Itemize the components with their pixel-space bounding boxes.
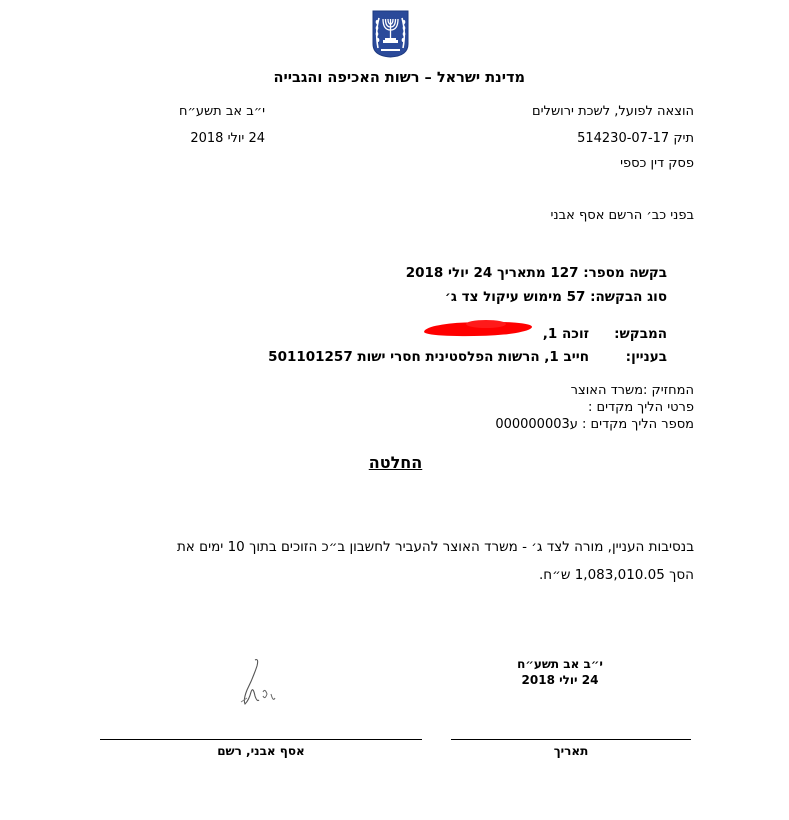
request-number: בקשה מספר: 127 מתאריך 24 יולי 2018 — [405, 265, 667, 281]
header-gregorian-date: 24 יולי 2018 — [190, 131, 265, 146]
subject-label: בעניין: — [625, 349, 667, 365]
state-emblem-icon — [372, 10, 409, 58]
presiding-registrar: בפני כב׳ הרשם אסף אבני — [550, 208, 694, 223]
file-number: תיק 514230-07-17 — [577, 131, 694, 146]
applicant-label: המבקש: — [614, 326, 667, 342]
holder-line: המחזיק :משרד האוצר — [570, 383, 694, 398]
preliminary-details: פרטי הליך מקדים : — [587, 400, 694, 415]
subject-value: חייב 1, הרשות הפלסטינית חסרי ישות 501101257 — [268, 349, 589, 365]
header-hebrew-date: י״ב אב תשע״ח — [178, 104, 265, 119]
office-name: הוצאה לפועל, לשכת ירושלים — [532, 104, 694, 119]
decision-body-line: הסך 1,083,010.05 ש״ח. — [539, 567, 694, 583]
case-type: פסק דין כספי — [620, 156, 694, 171]
decision-title: החלטה — [368, 453, 423, 472]
date-line — [451, 739, 691, 740]
decision-body-line: בנסיבות העניין, מורה לצד ג׳ - משרד האוצר להעביר לחשבון ב״כ הזוכים בתוך 10 ימים את — [176, 539, 694, 555]
date-label: תאריך — [553, 744, 589, 758]
signature-icon — [235, 656, 281, 708]
footer-gregorian-date: 24 יולי 2018 — [521, 673, 599, 687]
preliminary-number: מספר הליך מקדים : ע000000003 — [495, 417, 694, 432]
redaction-mark — [466, 320, 506, 328]
request-type: סוג הבקשה: 57 מימוש עיקול צד ג׳ — [444, 289, 667, 305]
signature-label: אסף אבני, רשם — [217, 744, 305, 758]
organization-title: מדינת ישראל – רשות האכיפה והגבייה — [273, 70, 525, 86]
footer-hebrew-date: י״ב אב תשע״ח — [517, 657, 603, 671]
applicant-value: זוכה 1, — [542, 326, 589, 342]
signature-line — [100, 739, 422, 740]
